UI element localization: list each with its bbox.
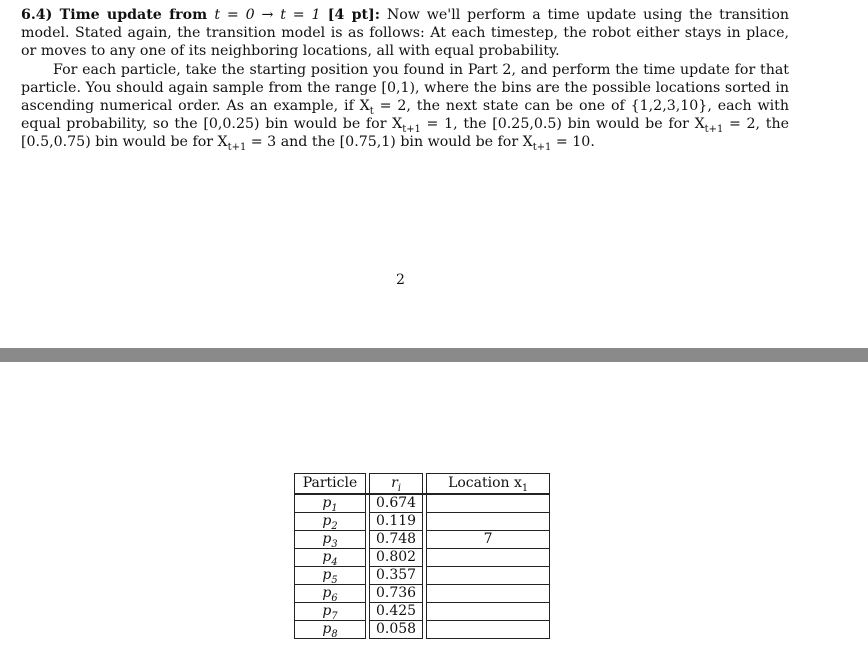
table-row (295, 494, 550, 513)
location-cell[interactable] (427, 513, 550, 531)
r-cell: 0.425 (370, 603, 423, 621)
particle-cell (295, 603, 366, 621)
header-location (427, 474, 550, 495)
paragraph-2-text-d: = 2, the [0.5,0.75) bin would be for X (21, 116, 789, 151)
problem-paragraph-1 (21, 6, 789, 61)
particle-cell (295, 621, 366, 639)
r-cell: 0.748 (370, 531, 423, 549)
location-cell[interactable] (427, 603, 550, 621)
particle-name: p (322, 585, 332, 601)
r-cell: 0.674 (370, 494, 423, 513)
location-cell[interactable] (427, 585, 550, 603)
particle-cell (295, 494, 366, 513)
particle-cell (295, 549, 366, 567)
problem-heading-math: t = 0 → t = 1 (214, 7, 321, 23)
particle-cell (295, 567, 366, 585)
paragraph-2-text-a: For each particle, take the starting position you found in Part 2, and perform the time update for that particle. You should again sample from the range [0,1), where the bins are the possible locations sorted in ascending numerical order. As an example, if X (21, 61, 789, 115)
particle-sub: 7 (331, 610, 338, 622)
page-divider (0, 348, 868, 362)
particle-name: p (322, 495, 332, 511)
subscript-t: t (369, 105, 374, 117)
location-cell[interactable]: 7 (427, 531, 550, 549)
particle-sub: 1 (331, 502, 338, 514)
particle-name: p (322, 567, 332, 583)
r-cell: 0.357 (370, 567, 423, 585)
r-cell: 0.802 (370, 549, 423, 567)
particle-sub: 8 (331, 628, 338, 640)
subscript-t1: t+1 (532, 142, 552, 154)
location-cell[interactable] (427, 549, 550, 567)
particle-name: p (322, 549, 332, 565)
particle-name: p (322, 513, 332, 529)
header-location-main: Location x (448, 475, 522, 491)
particle-table (294, 473, 550, 639)
problem-points: [4 pt]: (320, 7, 381, 23)
particle-name: p (322, 621, 332, 637)
table-row (295, 585, 550, 603)
header-r-main: r (391, 475, 398, 491)
particle-cell (295, 513, 366, 531)
location-cell[interactable] (427, 567, 550, 585)
location-cell[interactable] (427, 494, 550, 513)
table-row (295, 531, 550, 549)
header-location-sub: 1 (521, 482, 529, 494)
particle-name: p (322, 531, 332, 547)
subscript-t1: t+1 (704, 124, 724, 136)
paragraph-2-text-c: = 1, the [0.25,0.5) bin would be for X (420, 116, 705, 133)
particle-sub: 4 (331, 556, 338, 568)
paragraph-2-text-b: = 2, the next state can be one of {1,2,3,10}, each with equal probability, so the [0,0.25) bin would be for X (21, 98, 789, 133)
particle-sub: 6 (331, 592, 338, 604)
paragraph-1-text: Now we'll perform a time update using the transition model. Stated again, the transition model is as follows: At each timestep, the robot either stays in place, or moves to any one of its neighboring locations, all with equal probability. (21, 7, 789, 60)
particle-name: p (322, 603, 332, 619)
particle-sub: 5 (331, 574, 338, 586)
header-r (370, 474, 423, 495)
header-particle: Particle (295, 474, 366, 495)
table-row (295, 513, 550, 531)
subscript-t1: t+1 (227, 142, 247, 154)
particle-cell (295, 585, 366, 603)
table-row (295, 621, 550, 639)
particle-cell (295, 531, 366, 549)
table-row (295, 549, 550, 567)
paragraph-2-text-e: = 3 and the [0.75,1) bin would be for X (246, 134, 533, 151)
table-row (295, 567, 550, 585)
header-r-sub: i (397, 482, 401, 494)
table-row (295, 603, 550, 621)
particle-sub: 2 (331, 520, 338, 532)
paragraph-2-text-f: = 10. (551, 134, 595, 151)
problem-paragraph-2 (21, 61, 789, 152)
r-cell: 0.119 (370, 513, 423, 531)
problem-text (21, 6, 789, 152)
problem-heading: 6.4) Time update from (21, 7, 215, 23)
r-cell: 0.736 (370, 585, 423, 603)
subscript-t1: t+1 (402, 124, 421, 136)
r-cell: 0.058 (370, 621, 423, 639)
page-number: 2 (396, 272, 405, 288)
location-cell[interactable] (427, 621, 550, 639)
particle-sub: 3 (331, 538, 338, 550)
table-header-row (295, 474, 550, 495)
